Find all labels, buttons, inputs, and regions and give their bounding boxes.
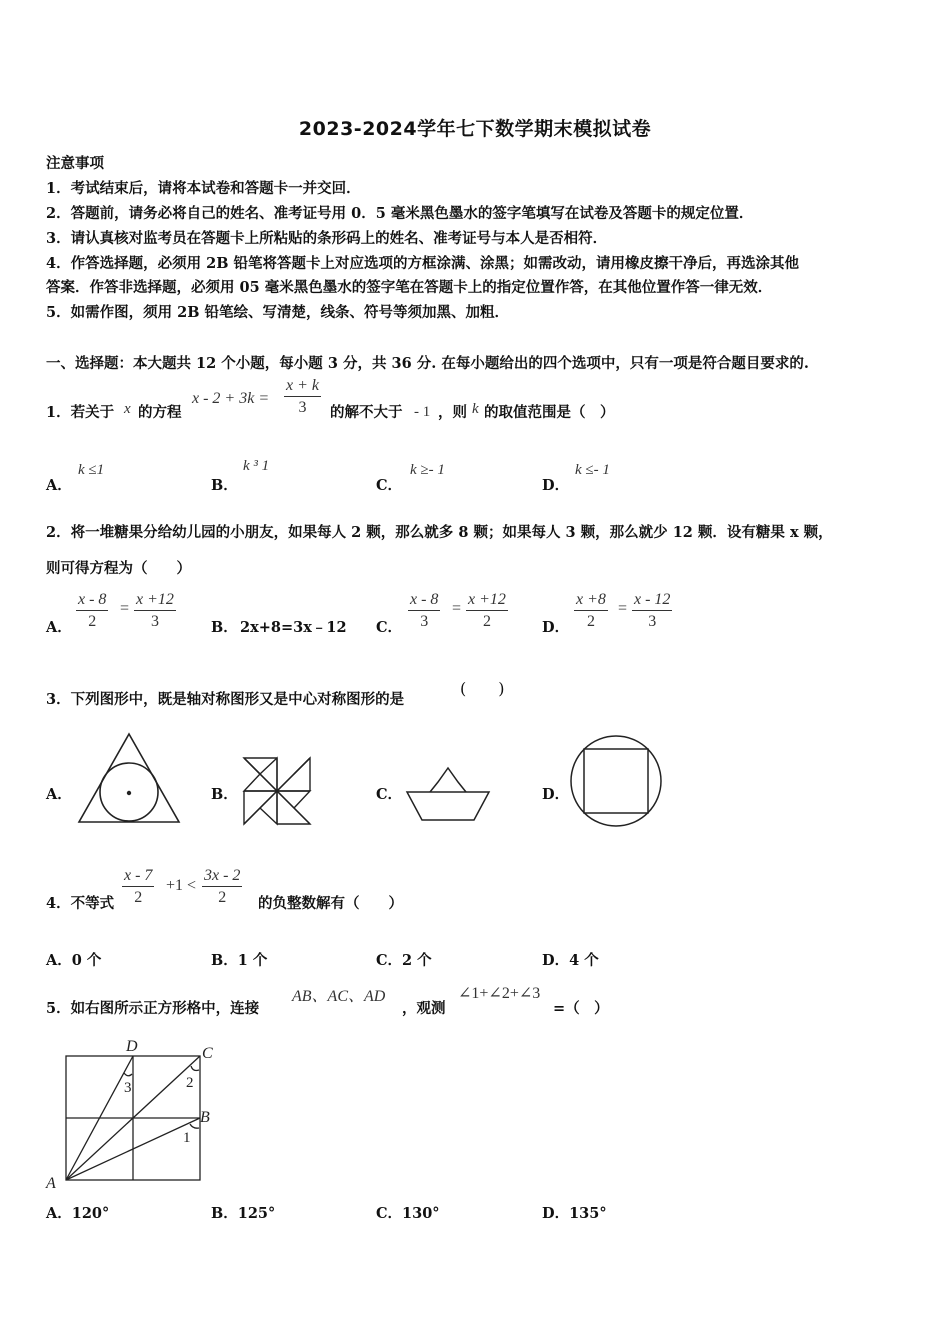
angle-label-3: 3: [124, 1080, 132, 1096]
q3-option-a-label: A．: [46, 786, 72, 803]
pinwheel-figure: [242, 756, 312, 826]
q4-option-c: C．2 个: [376, 952, 432, 969]
q4-option-a: A．0 个: [46, 952, 102, 969]
q2-option-a-frac1: [76, 590, 108, 633]
q2-option-d-frac2: [632, 590, 672, 633]
triangle-circle-figure: [76, 730, 182, 826]
notice-heading: 注意事项: [46, 155, 104, 172]
q4-num1: x - 7: [122, 866, 154, 887]
q5-mid: ，观测: [402, 1000, 446, 1017]
q1-option-a-math: k ≤1: [78, 462, 105, 478]
q2-stem-line2: 则可得方程为（ ）: [46, 560, 191, 577]
q5-option-d: D．135°: [542, 1205, 607, 1222]
q2-d-num1: x +8: [574, 590, 608, 611]
q2-option-c-eq: =: [452, 600, 462, 617]
q3-option-c-label: C．: [376, 786, 403, 803]
notice-item: 5．如需作图，须用 2B 铅笔绘、写清楚，线条、符号等须加黑、加粗．: [46, 304, 510, 321]
q1-frac-num: x + k: [284, 376, 321, 397]
q2-option-c-frac2: [466, 590, 508, 633]
paper-boat-figure: [404, 764, 492, 822]
q2-a-den1: 2: [88, 613, 97, 630]
point-label-b: B: [200, 1109, 210, 1126]
q1-fraction: [284, 376, 321, 419]
q2-option-b-text: 2x+8=3x﹣12: [240, 619, 347, 636]
q2-stem-line1: 2．将一堆糖果分给幼儿园的小朋友，如果每人 2 颗，那么就多 8 颗；如果每人 3 颗，那么就少 12 颗．设有糖果 x 颗，: [46, 524, 833, 541]
q2-d-den1: 2: [586, 613, 595, 630]
q1-neg-one: - 1: [414, 404, 431, 420]
q2-d-den2: 3: [648, 613, 657, 630]
q1-option-c-math: k ≥- 1: [410, 462, 445, 478]
q1-prefix: 1．若关于: [46, 404, 115, 421]
notice-item: 2．答题前，请务必将自己的姓名、准考证号用 0．5 毫米黑色墨水的签字笔填写在试卷及答题卡的规定位置．: [46, 205, 754, 222]
q2-c-num2: x +12: [466, 590, 508, 611]
q4-frac2: [202, 866, 242, 909]
q2-option-d-label: D．: [542, 619, 570, 636]
q2-c-num1: x - 8: [408, 590, 440, 611]
q1-suffix-b: ，则: [438, 404, 467, 421]
notice-item: 答案．作答非选择题，必须用 05 毫米黑色墨水的签字笔在答题卡上的指定位置作答，在其他位置作答一律无效．: [46, 279, 773, 296]
q2-option-b-label: B．: [211, 619, 238, 636]
q2-option-a-label: A．: [46, 619, 72, 636]
q3-option-b-label: B．: [211, 786, 238, 803]
q1-option-c-label: C．: [376, 477, 403, 494]
q5-option-a: A．120°: [46, 1205, 110, 1222]
point-label-a: A: [46, 1175, 56, 1190]
q1-option-d-math: k ≤- 1: [575, 462, 610, 478]
q2-d-num2: x - 12: [632, 590, 672, 611]
q1-var-k: k: [472, 401, 479, 417]
q2-option-c-label: C．: [376, 619, 403, 636]
q5-segments: AB、AC、AD: [292, 988, 386, 1005]
q5-option-b: B．125°: [211, 1205, 276, 1222]
q1-frac-den: 3: [298, 399, 307, 416]
angle-label-1: 1: [183, 1130, 191, 1146]
q1-option-d-label: D．: [542, 477, 570, 494]
notice-item: 4．作答选择题，必须用 2B 铅笔将答题卡上对应选项的方框涂满、涂黑；如需改动，请用橡皮擦干净后，再选涂其他: [46, 255, 800, 272]
point-label-c: C: [202, 1045, 213, 1062]
q4-prefix: 4．不等式: [46, 895, 115, 912]
point-label-d: D: [126, 1038, 138, 1055]
q4-mid: +1 <: [166, 877, 197, 894]
q1-var-x: x: [124, 401, 131, 417]
circle-square-figure: [568, 734, 664, 828]
q2-c-den2: 2: [482, 613, 491, 630]
page-title: 2023-2024学年七下数学期末模拟试卷: [298, 118, 652, 140]
q2-a-num1: x - 8: [76, 590, 108, 611]
q4-option-d: D．4 个: [542, 952, 599, 969]
q2-a-num2: x +12: [134, 590, 176, 611]
q3-stem: 3．下列图形中，既是轴对称图形又是中心对称图形的是: [46, 691, 405, 708]
q2-a-den2: 3: [150, 613, 159, 630]
grid-angles-figure: [44, 1036, 224, 1190]
q1-option-b-label: B．: [211, 477, 238, 494]
q1-suffix-c: 的取值范围是（ ）: [484, 404, 615, 421]
q2-option-a-frac2: [134, 590, 176, 633]
q2-option-a-eq: =: [120, 600, 130, 617]
q4-frac1: [122, 866, 154, 909]
q1-equation-left: x - 2 + 3k =: [192, 390, 270, 407]
q5-option-c: C．130°: [376, 1205, 440, 1222]
q2-c-den1: 3: [420, 613, 429, 630]
q5-suffix: =（ ）: [553, 1000, 609, 1017]
q1-option-a-label: A．: [46, 477, 72, 494]
q4-option-b: B．1 个: [211, 952, 268, 969]
q4-suffix: 的负整数解有（ ）: [258, 895, 403, 912]
q1-mid: 的方程: [138, 404, 182, 421]
section-heading: 一、选择题：本大题共 12 个小题，每小题 3 分，共 36 分. 在每小题给出的四个选项中，只有一项是符合题目要求的.: [46, 355, 809, 372]
q4-den2: 2: [218, 889, 227, 906]
q3-option-d-label: D．: [542, 786, 570, 803]
q1-option-b-math: k ³ 1: [243, 458, 270, 474]
q2-option-c-frac1: [408, 590, 440, 633]
notice-item: 1．考试结束后，请将本试卷和答题卡一并交回．: [46, 180, 361, 197]
q5-angles: ∠1+∠2+∠3: [458, 985, 541, 1002]
q2-option-d-eq: =: [618, 600, 628, 617]
q3-answer-paren: ( ): [460, 679, 505, 698]
q4-num2: 3x - 2: [202, 866, 242, 887]
q1-suffix-a: 的解不大于: [330, 404, 403, 421]
angle-label-2: 2: [186, 1075, 194, 1091]
q2-option-d-frac1: [574, 590, 608, 633]
q4-den1: 2: [134, 889, 143, 906]
q5-prefix: 5．如右图所示正方形格中，连接: [46, 1000, 260, 1017]
notice-item: 3．请认真核对监考员在答题卡上所粘贴的条形码上的姓名、准考证号与本人是否相符．: [46, 230, 608, 247]
